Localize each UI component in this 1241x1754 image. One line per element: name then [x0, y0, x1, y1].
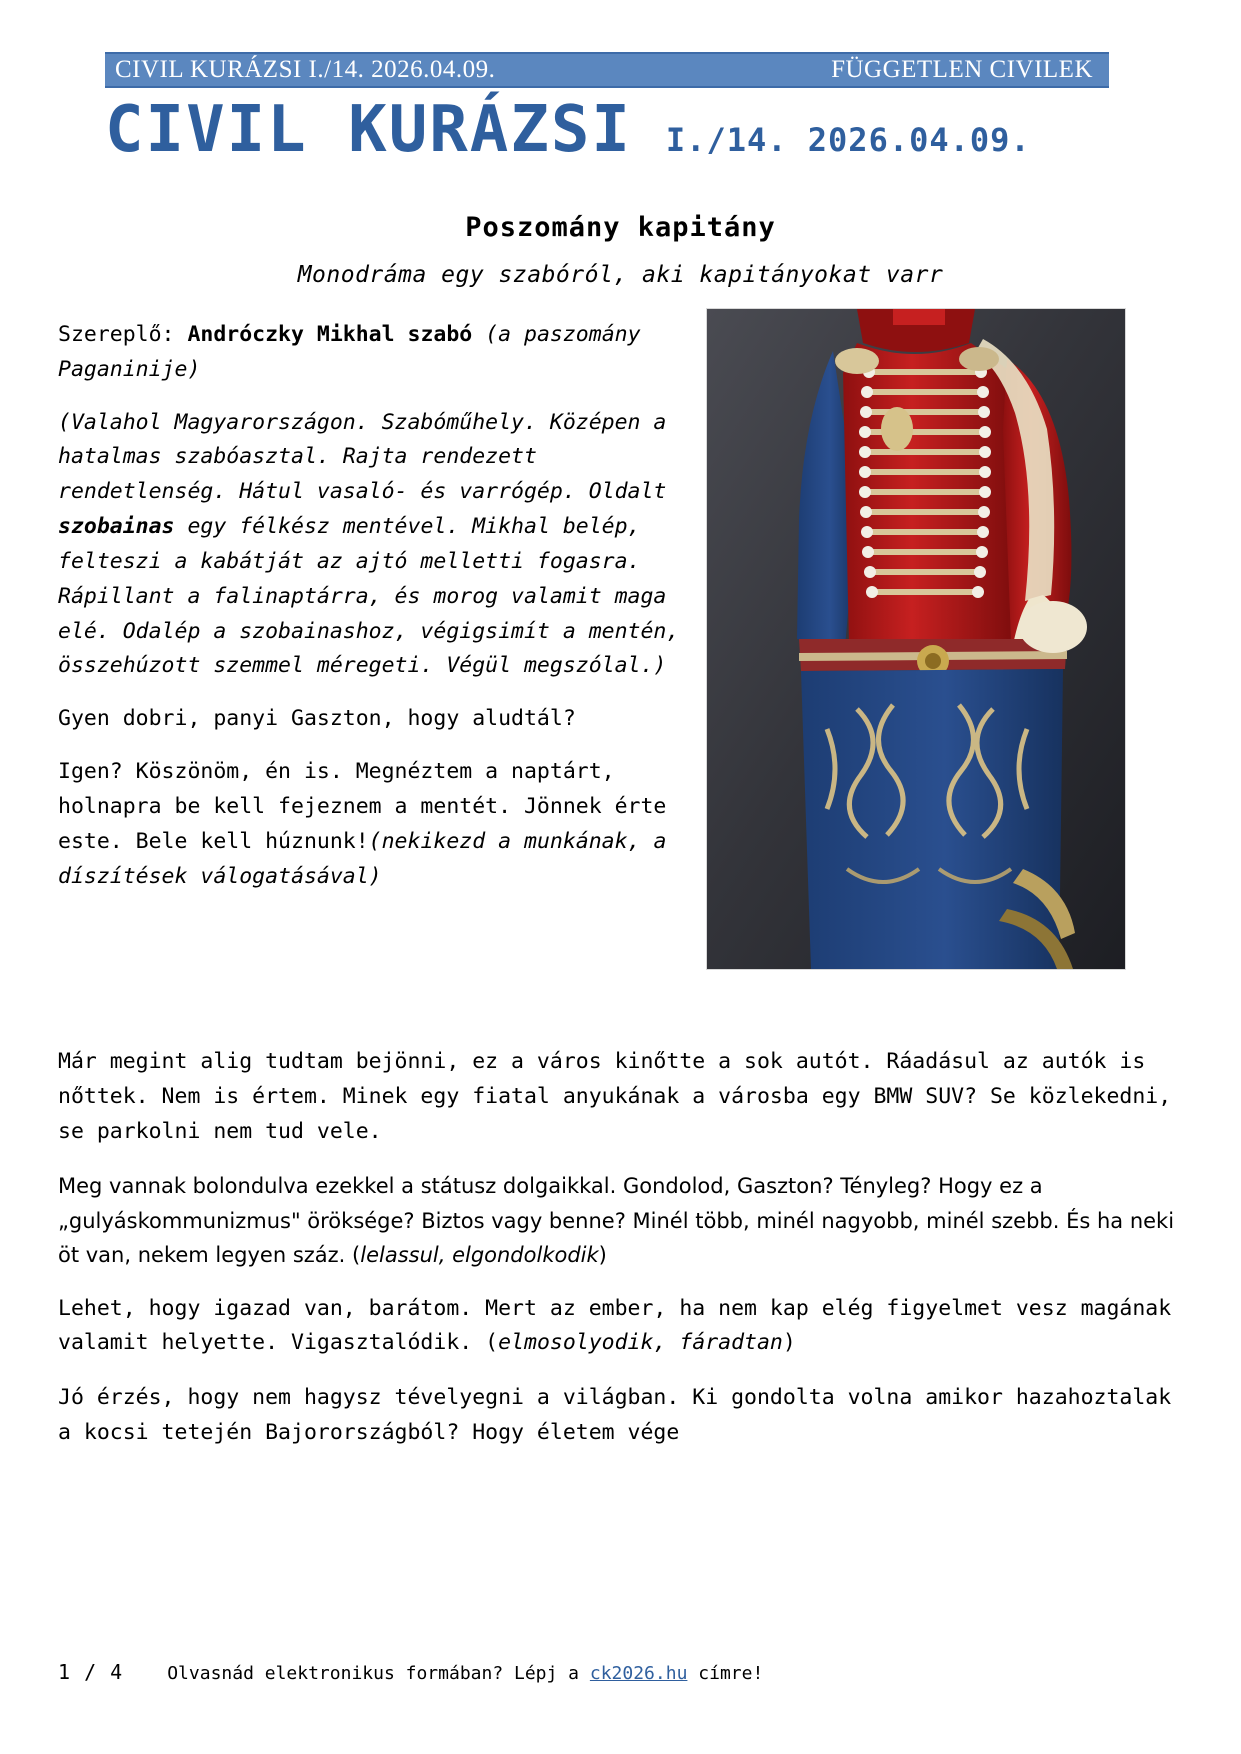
masthead-title: CIVIL KURÁZSI — [105, 93, 632, 167]
masthead — [105, 93, 1109, 167]
running-header — [105, 52, 1109, 88]
footer-note-after: címre! — [698, 1663, 764, 1684]
dialog-line-5 — [58, 1292, 1185, 1362]
footer-note — [167, 1663, 763, 1684]
stage-direction-part2: egy félkész mentével. Mikhal belép, felteszi a kabátját az ajtó melletti fogasra. Rápillant a falinaptárra, és morog valamit maga elé. Odalép a szobainashoz, végigsimít a mentén, összehúzott szemmel méregeti. Végül megszólal.) — [58, 514, 680, 679]
page-number: 1 / 4 — [58, 1660, 124, 1684]
dialog-line-2-direction: (nekikezd a munkának, a díszítések válogatásával) — [58, 828, 667, 889]
dialog-line-4-direction: lelassul, elgondolkodik — [360, 1242, 599, 1267]
footer-note-before: Olvasnád elektronikus formában? Lépj a — [167, 1663, 580, 1684]
stage-direction-bold: szobainas — [58, 514, 175, 540]
dialog-line-2-text: Igen? Köszönöm, én is. Megnéztem a naptárt, holnapra be kell fejeznem a mentét. Jönnek érte este. Bele kell húznunk! — [58, 759, 667, 854]
stage-direction — [58, 406, 688, 685]
dialog-line-5-close: ) — [782, 1330, 796, 1356]
cast-name: Andróczky Mikhal szabó — [187, 322, 473, 347]
dialog-line-4 — [58, 1169, 1185, 1271]
cast-note-open: (a — [485, 322, 512, 347]
article-subtitle: Monodráma egy szabóról, aki kapitányokat varr — [297, 262, 944, 288]
dialog-line-1: Gyen dobri, panyi Gaszton, hogy aludtál? — [58, 706, 576, 732]
footer-link[interactable]: ck2026.hu — [589, 1663, 688, 1684]
dialog-line-4-text: Meg vannak bolondulva ezekkel a státusz dolgaikkal. Gondolod, Gaszton? Tényleg? Hogy ez a „gulyáskommunizmus" öröksége? Biztos vagy benne? Minél több, minél nagyobb, minél szebb. És ha neki öt van, nekem legyen száz. ( — [58, 1174, 1175, 1267]
dialog-line-5-direction: elmosolyodik, fáradtan — [498, 1330, 783, 1356]
page-footer — [58, 1660, 1185, 1684]
article-full-column — [58, 1045, 1185, 1471]
dialog-line-5-text: Lehet, hogy igazad van, barátom. Mert az ember, ha nem kap elég figyelmet vesz magának valamit helyette. Vigasztalódik. ( — [58, 1295, 1172, 1356]
running-header-left: CIVIL KURÁZSI I./14. 2026.04.09. — [115, 56, 496, 83]
dialog-line-3: Már megint alig tudtam bejönni, ez a város kinőtte a sok autót. Ráadásul az autók is nőttek. Nem is értem. Minek egy fiatal anyukának a városba egy BMW SUV? Se közlekedni, se parkolni nem tud vele. — [58, 1049, 1172, 1144]
cast-note-rest: paszomány Paganinije) — [58, 322, 641, 382]
article-photo — [706, 308, 1126, 970]
article-title: Poszomány kapitány — [465, 212, 776, 243]
cast-line — [58, 318, 688, 388]
masthead-issue: I./14. 2026.04.09. — [665, 121, 1031, 159]
cast-label: Szereplő: — [58, 322, 175, 347]
stage-direction-part1: (Valahol Magyarországon. Szabóműhely. Középen a hatalmas szabóasztal. Rajta rendezett rendetlenség. Hátul vasaló- és varrógép. Oldalt — [58, 409, 667, 505]
dialog-line-6: Jó érzés, hogy nem hagysz tévelyegni a világban. Ki gondolta volna amikor hazahoztalak a kocsi tetején Bajorországból? Hogy életem vége — [58, 1385, 1172, 1446]
article-left-column — [58, 318, 688, 912]
hussar-uniform-illustration — [707, 309, 1125, 969]
dialog-line-2 — [58, 755, 688, 894]
dialog-line-4-close: ) — [598, 1242, 607, 1267]
running-header-right: FÜGGETLEN CIVILEK — [831, 56, 1093, 83]
